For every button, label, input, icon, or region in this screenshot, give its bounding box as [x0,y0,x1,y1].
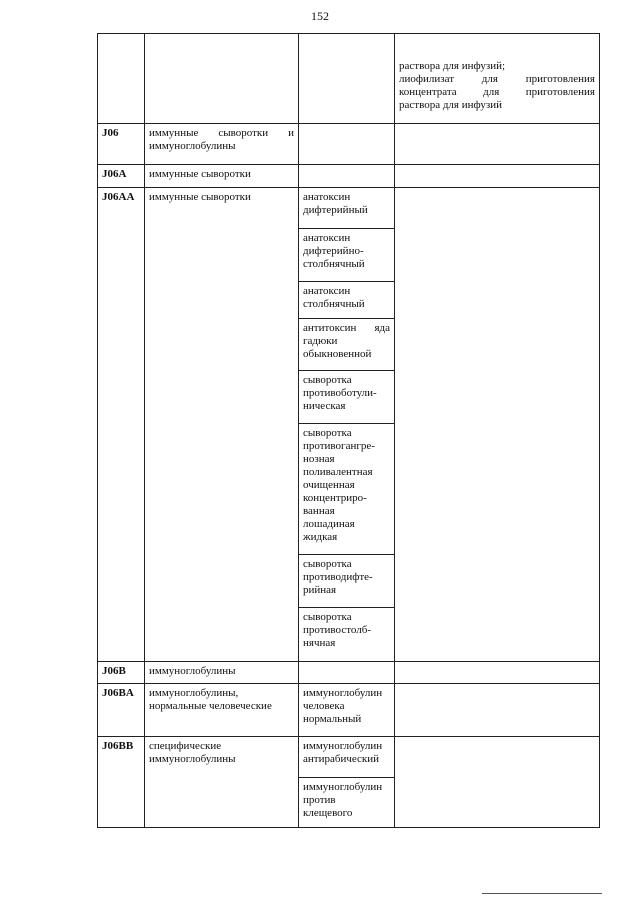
table-row-j06a [98,165,600,188]
drug-name-line: противостолб- [303,624,371,636]
drug-name-line: поливалентная [303,466,373,478]
dosage-forms-cell [395,684,600,737]
table-row-continuation [98,34,600,124]
drug-name [299,555,395,608]
drug-name-line: рийная [303,584,337,596]
drug-name-line: лошадиная [303,518,355,530]
drug-name-line: обыкновенной [303,348,372,360]
table-row-j06bb [98,737,600,778]
dosage-form-line: лиофилизат для приготовления [399,73,595,85]
group-cell [145,34,299,124]
table-row-j06 [98,124,600,165]
drug-name-line: жидкая [303,531,338,543]
drug-name-line: нозная [303,453,335,465]
drug-name [299,282,395,319]
group-name [145,737,299,828]
page-number: 152 [311,9,329,23]
drug-name [299,778,395,828]
drug-name [299,188,395,229]
dosage-forms-cell [395,662,600,684]
drug-cell [299,34,395,124]
atc-code: J06A [98,165,145,188]
drug-name-line: дифтерийный [303,204,368,216]
drug-name-line: гадюки [303,335,338,347]
drug-cell [299,662,395,684]
drug-name-line: человека [303,700,345,712]
footer-rule [482,893,602,894]
drug-cell [299,124,395,165]
drug-name-line: сыворотка [303,558,352,570]
group-name-line: иммуноглобулины [149,753,236,765]
group-name [145,684,299,737]
drug-name-line: столбнячный [303,258,365,270]
drug-name-line: анатоксин [303,232,351,244]
group-name [145,124,299,165]
atc-code: J06AA [98,188,145,662]
drug-name-line: против [303,794,336,806]
group-name-line: иммуноглобулины [149,140,236,152]
drug-name-line: нячная [303,637,336,649]
dosage-form-line: раствора для инфузий [399,99,502,111]
group-name-line: иммунные сыворотки и [149,127,294,139]
drug-name-line: иммуноглобулин [303,740,383,752]
group-name: иммунные сыворотки [145,188,299,662]
drug-cell [299,165,395,188]
table-row-j06ba [98,684,600,737]
dosage-form-line: концентрата для приготовления [399,86,595,98]
dosage-forms-cell [395,188,600,662]
group-name-line: нормальные человеческие [149,700,272,712]
drug-name-line: анатоксин [303,191,351,203]
drug-name-line: противогангре- [303,440,375,452]
drug-name [299,424,395,555]
drug-name-line: клещевого [303,807,353,819]
drug-name-line: иммуноглобулин [303,781,383,793]
dosage-forms-cell [395,165,600,188]
dosage-forms-cell [395,737,600,828]
dosage-form-line: раствора для инфузий; [399,60,506,72]
drug-name [299,319,395,371]
drug-name-line: ванная [303,505,335,517]
group-name: иммунные сыворотки [145,165,299,188]
drug-name-line: концентриро- [303,492,367,504]
atc-code: J06BB [98,737,145,828]
drug-name-line: очищенная [303,479,355,491]
group-name-line: специфические [149,740,222,752]
dosage-forms-cell [395,34,600,124]
dosage-forms-cell [395,124,600,165]
group-name: иммуноглобулины [145,662,299,684]
atc-code: J06B [98,662,145,684]
atc-code: J06BA [98,684,145,737]
drug-name-line: противоботули- [303,387,377,399]
drug-name-line: дифтерийно- [303,245,364,257]
drug-name-line: антитоксин яда [303,322,390,334]
drug-name [299,737,395,778]
drug-name-line: антирабический [303,753,380,765]
drug-name-line: сыворотка [303,611,352,623]
drug-name-line: анатоксин [303,285,351,297]
drug-name-line: иммуноглобулин [303,687,383,699]
drug-classification-table [97,33,600,828]
group-name-line: иммуноглобулины, [149,687,239,699]
drug-name-line: столбнячный [303,298,365,310]
drug-name [299,684,395,737]
table-row-j06aa [98,188,600,229]
drug-name [299,371,395,424]
table-row-j06b [98,662,600,684]
atc-code: J06 [98,124,145,165]
drug-name-line: сыворотка [303,427,352,439]
drug-name [299,229,395,282]
code-cell [98,34,145,124]
drug-name-line: ническая [303,400,346,412]
drug-name [299,608,395,662]
drug-name-line: сыворотка [303,374,352,386]
drug-name-line: противодифте- [303,571,373,583]
drug-name-line: нормальный [303,713,362,725]
